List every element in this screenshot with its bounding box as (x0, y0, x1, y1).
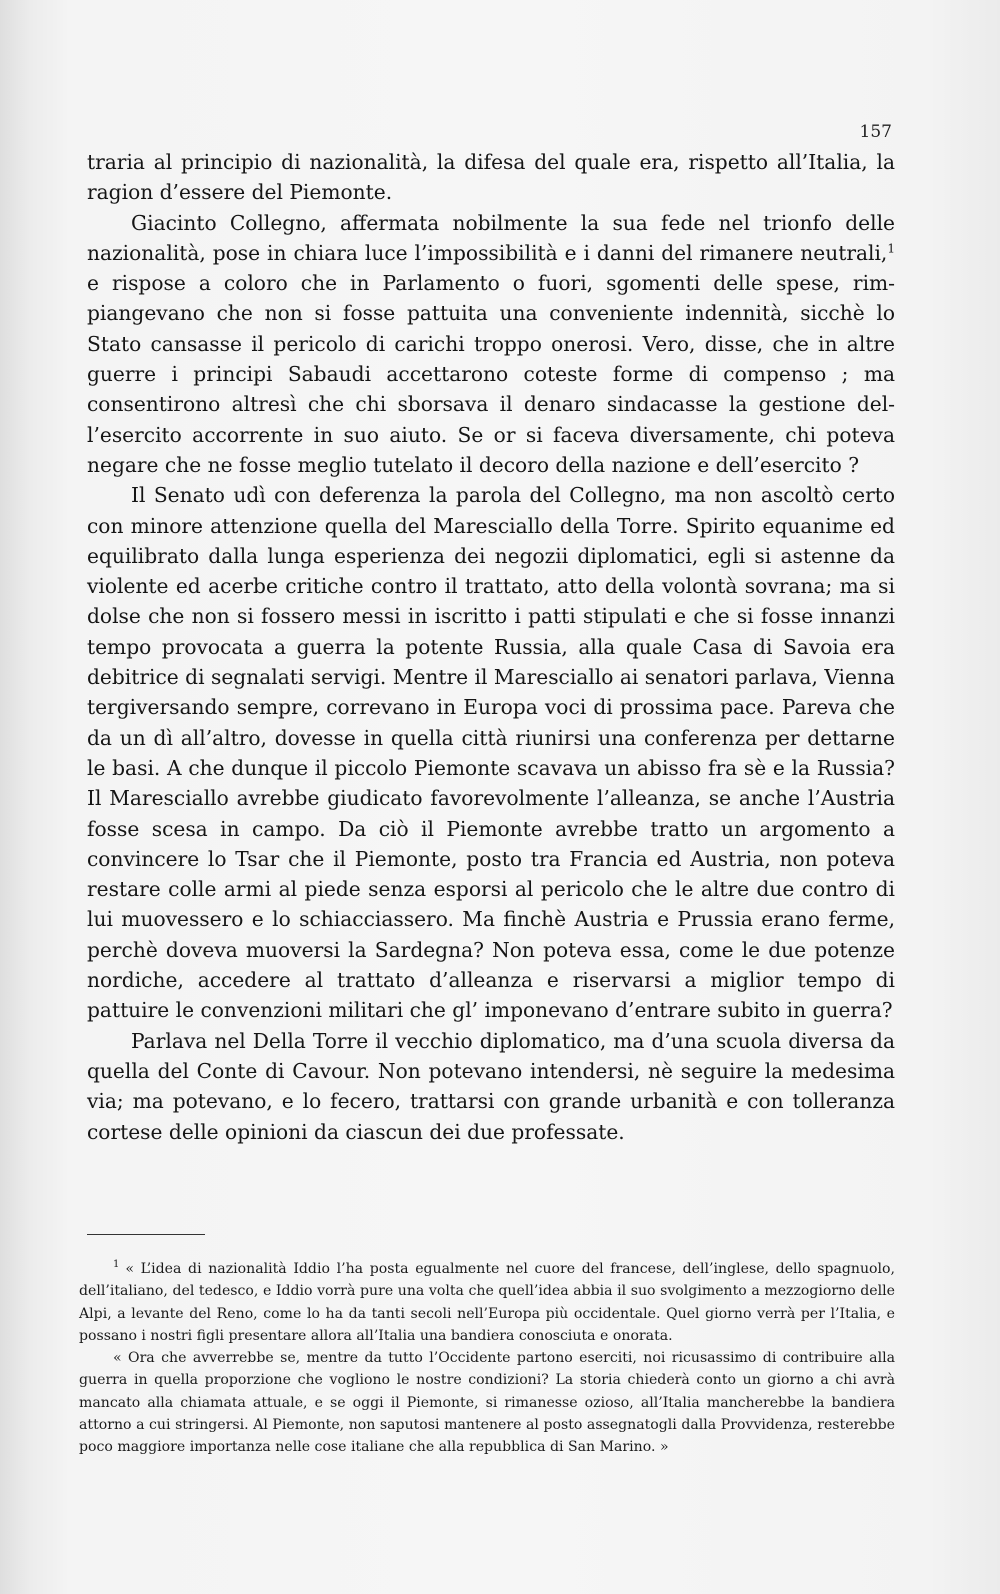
footnote-reference: 1 (887, 241, 895, 256)
footnote-1-text-a: « L’idea di nazionalità Iddio l’ha posta egualmente nel cuore del francese, dell’inglese, dello spagnuolo, dell’italiano, del tedesco, e Iddio vorrà pure una volta che quell’idea abbia il suo svolgimento a mezzogiorno delle Alpi, a levante del Reno, come lo ha da tanti secoli nell’Europa più occidentale. Quel giorno verrà per l’Italia, e possano i nostri figli presentare allora all’Italia una bandiera conosciuta e onorata. (79, 1261, 895, 1344)
paragraph-4: Parlava nel Della Torre il vecchio diplomatico, ma d’una scuola diversa da quella del Conte di Cavour. Non potevano intendersi, nè seguire la medesima via; ma potevano, e lo fecero, trattarsi con grande urbanità e con tolleranza cortese delle opinioni da ciascun dei due professate. (87, 1028, 895, 1144)
footnotes (79, 1258, 895, 1459)
paragraph-1: traria al principio di nazionalità, la difesa del quale era, rispetto all’Italia, la ragion d’essere del Piemonte. (87, 150, 895, 205)
page-number: 157 (859, 122, 892, 142)
paragraph-2-text-a: Giacinto Collegno, affermata nobilmente la sua fede nel trionfo delle nazionalità, pose in chiara luce l’impossibilità e i danni del rimanere neutrali, (87, 210, 895, 265)
footnote-rule (87, 1234, 205, 1235)
paragraph-2-text-b: e rispose a coloro che in Parlamento o fuori, sgomenti delle spese, rimpiangevano che non si fosse pattuita una conveniente indennità, sicchè lo Stato cansasse il pericolo di carichi troppo onerosi. Vero, disse, che in altre guerre i principi Sabaudi accettarono coteste forme di compenso ; ma consentirono altresì che chi sborsava il denaro sindacasse la gestione dell’esercito accorrente in suo aiuto. Se or si faceva diversamente, chi poteva negare che ne fosse meglio tutelato il decoro della nazione e dell’esercito ? (87, 271, 895, 477)
footnote-1-paragraph-2: « Ora che avverrebbe se, mentre da tutto l’Occidente partono eserciti, noi ricusassimo di contribuire alla guerra in quella proporzione che vogliono le nostre condizioni? La storia chiederà conto un giorno a chi avrà mancato alla chiamata attuale, e se oggi il Piemonte, si rimanesse ozioso, all’Italia mancherebbe la bandiera attorno a cui stringersi. Al Piemonte, non saputosi mantenere al posto assegnatogli dalla Provvidenza, resterebbe poco maggiore importanza nelle cose italiane che alla repubblica di San Marino. » (79, 1350, 895, 1456)
main-text (87, 147, 895, 1147)
paragraph-2 (87, 208, 895, 481)
footnote-1-mark: 1 (113, 1259, 120, 1271)
paragraph-3: Il Senato udì con deferenza la parola del Collegno, ma non ascoltò certo con minore attenzione quella del Maresciallo della Torre. Spirito equanime ed equilibrato dalla lunga esperienza dei negozii diplomatici, egli si astenne da violente ed acerbe critiche contro il trattato, atto della volontà sovrana; ma si dolse che non si fossero messi in iscritto i patti stipulati e che si fosse innanzi tempo provocata a guerra la potente Russia, alla quale Casa di Savoia era debitrice di segnalati servigi. Mentre il Maresciallo ai senatori parlava, Vienna tergiversando sempre, correvano in Europa voci di prossima pace. Pareva che da un dì all’altro, dovesse in quella città riunirsi una conferenza per dettarne le basi. A che dunque il piccolo Piemonte scavava un abisso fra sè e la Russia? Il Maresciallo avrebbe giudicato favorevolmente l’alleanza, se anche l’Austria fosse scesa in campo. Da ciò il Piemonte avrebbe tratto un argomento a convincere lo Tsar che il Piemonte, posto tra Francia ed Austria, non poteva restare colle armi al piede senza esporsi al pericolo che le altre due contro di lui muovessero e lo schiacciassero. Ma finchè Austria e Prussia erano ferme, perchè doveva muoversi la Sardegna? Non poteva essa, come le due potenze nordiche, accedere al trattato d’alleanza e riservarsi a miglior tempo di pattuire le convenzioni militari che gl’ imponevano d’entrare subito in guerra? (87, 483, 895, 1023)
footnote-1-paragraph-1 (79, 1258, 895, 1347)
